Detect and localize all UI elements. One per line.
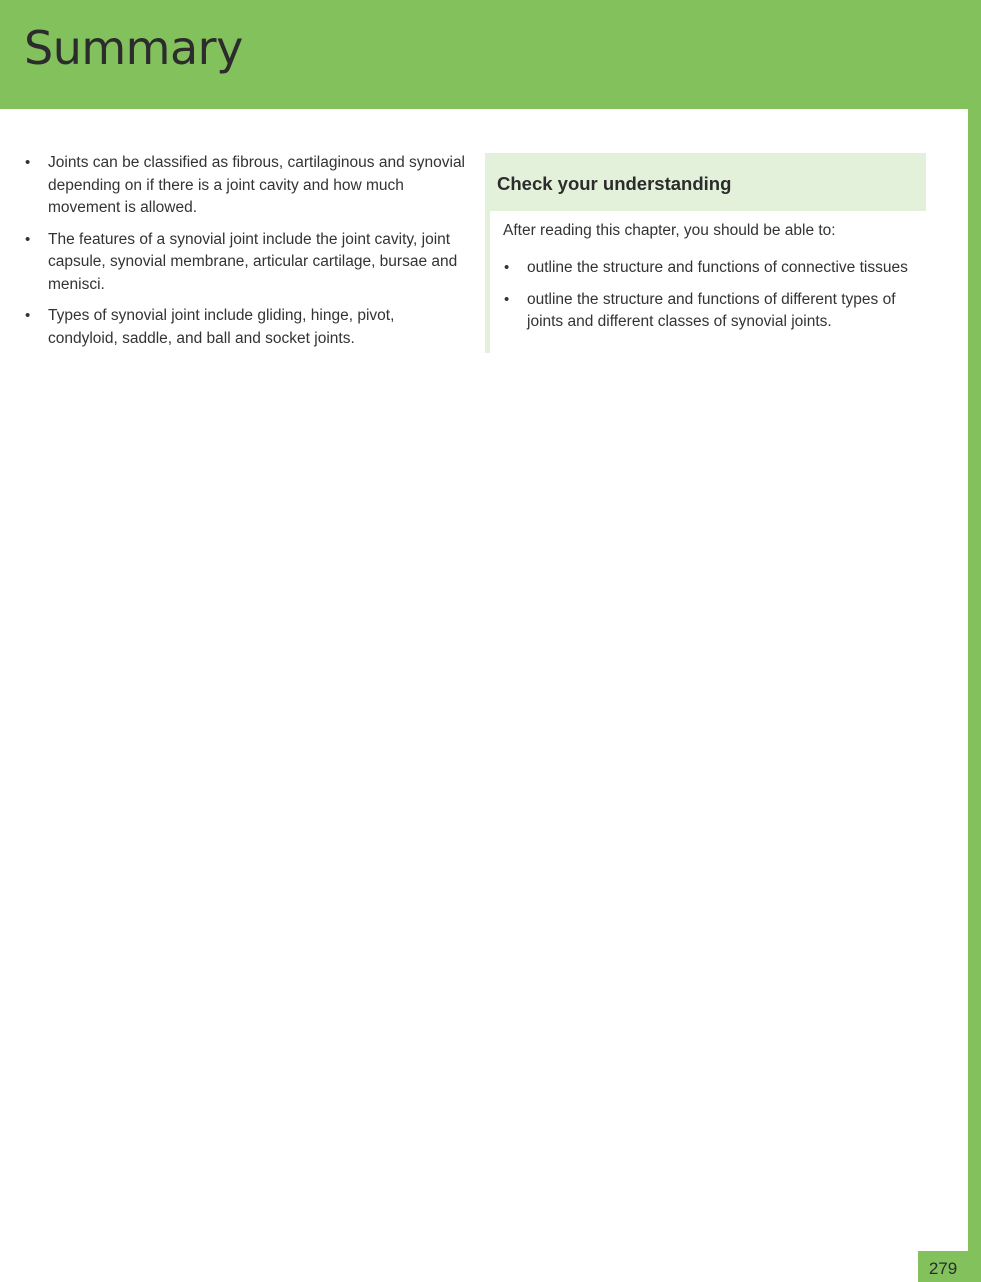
panel-left-rule	[485, 211, 490, 353]
objective-item: • outline the structure and functions of connective tissues	[504, 257, 924, 280]
side-accent-strip	[968, 109, 981, 1282]
check-understanding-panel	[485, 153, 926, 353]
check-understanding-header	[485, 153, 926, 211]
summary-point: • The features of a synovial joint include the joint cavity, joint capsule, synovial membrane, articular cartilage, bursae and menisci.	[25, 229, 465, 297]
page-title: Summary	[24, 21, 243, 75]
page-number-box	[918, 1251, 968, 1282]
summary-point: • Types of synovial joint include gliding, hinge, pivot, condyloid, saddle, and ball and socket joints.	[25, 305, 465, 350]
check-understanding-list	[504, 257, 924, 343]
check-understanding-intro: After reading this chapter, you should be able to:	[503, 222, 836, 239]
page-number: 279	[928, 1259, 958, 1278]
objective-item: • outline the structure and functions of different types of joints and different classes of synovial joints.	[504, 289, 924, 334]
check-understanding-title: Check your understanding	[497, 173, 732, 194]
header-band	[0, 0, 981, 109]
summary-list	[25, 152, 465, 359]
summary-point: • Joints can be classified as fibrous, cartilaginous and synovial depending on if there is a joint cavity and how much movement is allowed.	[25, 152, 465, 220]
